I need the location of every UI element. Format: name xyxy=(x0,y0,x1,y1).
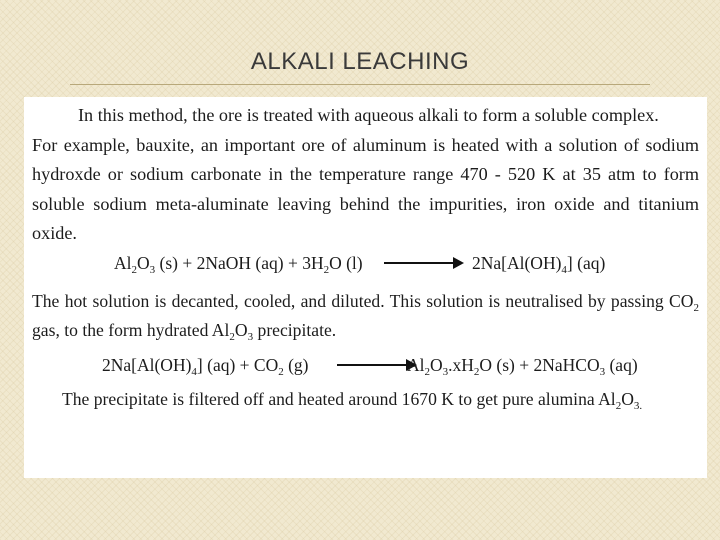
equation1-reactants: $Al_2O_3$ (s) + 2NaOH $(aq) + 3H_2O$ (l) xyxy=(114,252,363,276)
paragraph-neutralisation: The hot solution is decanted, cooled, and diluted. This solution is neutralised by passing $CO_2$ gas, to the form hydrated $Al_2O_3$ precipitate. xyxy=(32,290,699,343)
reaction-arrow xyxy=(384,262,462,264)
example-text: For example, bauxite, an important ore of aluminum is heated with a solution of sodium hydroxde or sodium carbonate in the temperature range 470 - 520 K at 35 atm to form soluble sodium meta-aluminate leaving behind the impurities, iron oxide and titanium oxide. xyxy=(32,134,699,243)
equation-alkali-leaching xyxy=(32,249,699,281)
paragraph-leaching-method xyxy=(32,101,699,249)
equation2-reactants: $2Na[Al(OH)_4] (aq) + CO_2$ (g) xyxy=(102,354,309,378)
paragraph-calcination: The precipitate is filtered off and heated around 1670 K to get pure alumina $Al_2O_{3.}$ xyxy=(62,388,643,412)
content-panel xyxy=(24,97,707,478)
reaction-arrow xyxy=(337,364,415,366)
equation1-products: $2Na[Al(OH)_4]$ (aq) xyxy=(472,252,606,276)
slide-title: ALKALI LEACHING xyxy=(250,48,470,75)
intro-sentence: In this method, the ore is treated with aqueous alkali to form a soluble complex. xyxy=(78,105,659,125)
equation-precipitation xyxy=(32,351,699,383)
title-area xyxy=(0,48,720,76)
equation2-products: $Al_2O_3.xH_2O$ (s) + 2NaHCO$_3$ (aq) xyxy=(407,354,638,378)
title-divider xyxy=(70,84,650,85)
